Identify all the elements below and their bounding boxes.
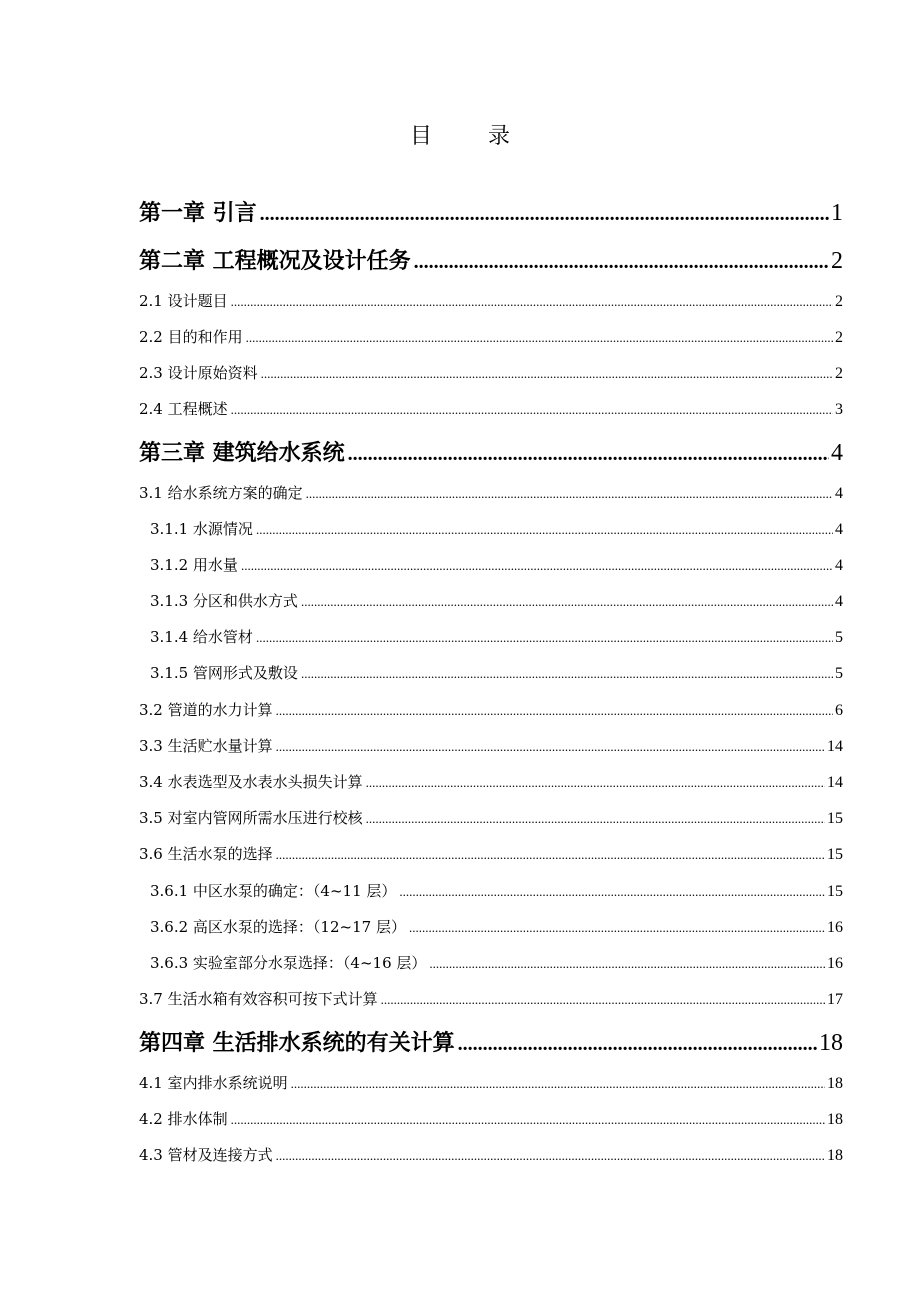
- toc-entry-chapter[interactable]: [139, 196, 843, 227]
- toc-entry-page-number: 2: [835, 365, 843, 382]
- toc-entry-page-number: 17: [827, 991, 843, 1008]
- toc-entry-label: 2.4 工程概述: [139, 400, 228, 418]
- toc-title-part1: 目: [409, 124, 432, 149]
- toc-entry-section[interactable]: [139, 771, 843, 792]
- toc-entry-section[interactable]: [139, 988, 843, 1009]
- toc-entry-section[interactable]: [139, 1108, 843, 1129]
- toc-entry-page-number: 18: [819, 1030, 843, 1056]
- toc-entry-section[interactable]: [139, 735, 843, 756]
- toc-entry-subsection[interactable]: [150, 880, 843, 901]
- dot-leader: [409, 920, 825, 936]
- toc-entry-subsection[interactable]: [150, 518, 843, 539]
- dot-leader: [301, 666, 833, 682]
- toc-entry-subsection[interactable]: [150, 626, 843, 647]
- toc-entry-section[interactable]: [139, 843, 843, 864]
- toc-entry-chapter[interactable]: [139, 244, 843, 275]
- dot-leader: [276, 739, 825, 755]
- toc-entry-label: 4.1 室内排水系统说明: [139, 1074, 288, 1092]
- toc-entry-label: 2.1 设计题目: [139, 292, 228, 310]
- toc-entry-label: 3.6.2 高区水泵的选择：（12~17 层）: [150, 918, 406, 936]
- toc-entry-page-number: 16: [827, 955, 843, 972]
- toc-entry-page-number: 16: [827, 919, 843, 936]
- dot-leader: [231, 1112, 825, 1128]
- dot-leader: [306, 486, 833, 502]
- toc-entry-chapter[interactable]: [139, 436, 843, 467]
- toc-entry-label: 第三章 建筑给水系统: [139, 441, 345, 466]
- dot-leader: [246, 330, 833, 346]
- toc-entry-page-number: 2: [831, 248, 843, 274]
- toc-entry-label: 3.6.1 中区水泵的确定：（4~11 层）: [150, 882, 397, 900]
- toc-entry-page-number: 6: [835, 702, 843, 719]
- dot-leader: [256, 522, 833, 538]
- toc-entry-page-number: 18: [827, 1147, 843, 1164]
- toc-entry-subsection[interactable]: [150, 952, 843, 973]
- toc-entry-section[interactable]: [139, 807, 843, 828]
- toc-entry-label: 3.1.4 给水管材: [150, 628, 253, 646]
- toc-entry-label: 3.1.3 分区和供水方式: [150, 592, 298, 610]
- toc-entry-section[interactable]: [139, 482, 843, 503]
- toc-entry-label: 3.1 给水系统方案的确定: [139, 484, 303, 502]
- toc-entry-label: 3.3 生活贮水量计算: [139, 737, 273, 755]
- dot-leader: [231, 402, 833, 418]
- toc-entry-section[interactable]: [139, 398, 843, 419]
- dot-leader: [276, 703, 833, 719]
- toc-entry-section[interactable]: [139, 1072, 843, 1093]
- dot-leader: [276, 1148, 825, 1164]
- toc-entry-section[interactable]: [139, 1144, 843, 1165]
- toc-title-part2: 录: [488, 124, 511, 149]
- toc-entry-subsection[interactable]: [150, 662, 843, 683]
- toc-entry-page-number: 4: [835, 557, 843, 574]
- dot-leader: [276, 847, 825, 863]
- toc-entry-page-number: 14: [827, 774, 843, 791]
- toc-entry-page-number: 4: [835, 521, 843, 538]
- toc-entry-label: 3.1.5 管网形式及敷设: [150, 664, 298, 682]
- dot-leader: [348, 443, 829, 466]
- toc-entry-label: 3.1.1 水源情况: [150, 520, 253, 538]
- toc-entry-label: 2.2 目的和作用: [139, 328, 243, 346]
- dot-leader: [414, 251, 829, 274]
- toc-entry-subsection[interactable]: [150, 554, 843, 575]
- toc-entry-page-number: 4: [835, 485, 843, 502]
- toc-entry-section[interactable]: [139, 362, 843, 383]
- toc-entry-label: 3.6.3 实验室部分水泵选择：（4~16 层）: [150, 954, 427, 972]
- dot-leader: [366, 775, 825, 791]
- toc-entry-label: 3.1.2 用水量: [150, 556, 238, 574]
- toc-entry-page-number: 18: [827, 1075, 843, 1092]
- toc-entry-page-number: 3: [835, 401, 843, 418]
- dot-leader: [366, 811, 825, 827]
- toc-entry-page-number: 15: [827, 846, 843, 863]
- toc-entry-page-number: 15: [827, 810, 843, 827]
- toc-entry-page-number: 2: [835, 293, 843, 310]
- toc-entry-label: 4.3 管材及连接方式: [139, 1146, 273, 1164]
- toc-entry-chapter[interactable]: [139, 1026, 843, 1057]
- dot-leader: [399, 884, 825, 900]
- toc-entry-label: 第四章 生活排水系统的有关计算: [139, 1031, 455, 1056]
- toc-entry-page-number: 2: [835, 329, 843, 346]
- dot-leader: [381, 992, 825, 1008]
- toc-entry-subsection[interactable]: [150, 590, 843, 611]
- toc-entry-page-number: 5: [835, 629, 843, 646]
- toc-entry-label: 2.3 设计原始资料: [139, 364, 258, 382]
- dot-leader: [458, 1033, 817, 1056]
- dot-leader: [231, 294, 833, 310]
- dot-leader: [429, 956, 825, 972]
- dot-leader: [261, 366, 833, 382]
- toc-entry-label: 3.6 生活水泵的选择: [139, 845, 273, 863]
- toc-entry-label: 3.4 水表选型及水表水头损失计算: [139, 773, 363, 791]
- toc-entry-page-number: 18: [827, 1111, 843, 1128]
- toc-title: [0, 119, 920, 150]
- toc-entry-label: 3.2 管道的水力计算: [139, 701, 273, 719]
- toc-entry-section[interactable]: [139, 699, 843, 720]
- toc-entry-section[interactable]: [139, 290, 843, 311]
- toc-entry-page-number: 1: [831, 200, 843, 226]
- toc-entry-subsection[interactable]: [150, 916, 843, 937]
- toc-entry-page-number: 4: [831, 440, 843, 466]
- dot-leader: [256, 630, 833, 646]
- dot-leader: [241, 558, 833, 574]
- dot-leader: [291, 1076, 825, 1092]
- toc-entry-page-number: 15: [827, 883, 843, 900]
- toc-entry-label: 第一章 引言: [139, 201, 257, 226]
- toc-entry-label: 3.7 生活水箱有效容积可按下式计算: [139, 990, 378, 1008]
- toc-entry-label: 4.2 排水体制: [139, 1110, 228, 1128]
- toc-entry-page-number: 14: [827, 738, 843, 755]
- toc-entry-label: 第二章 工程概况及设计任务: [139, 249, 411, 274]
- dot-leader: [260, 203, 829, 226]
- toc-entry-label: 3.5 对室内管网所需水压进行校核: [139, 809, 363, 827]
- toc-entry-page-number: 4: [835, 593, 843, 610]
- toc-entry-page-number: 5: [835, 665, 843, 682]
- toc-entry-section[interactable]: [139, 326, 843, 347]
- dot-leader: [301, 594, 833, 610]
